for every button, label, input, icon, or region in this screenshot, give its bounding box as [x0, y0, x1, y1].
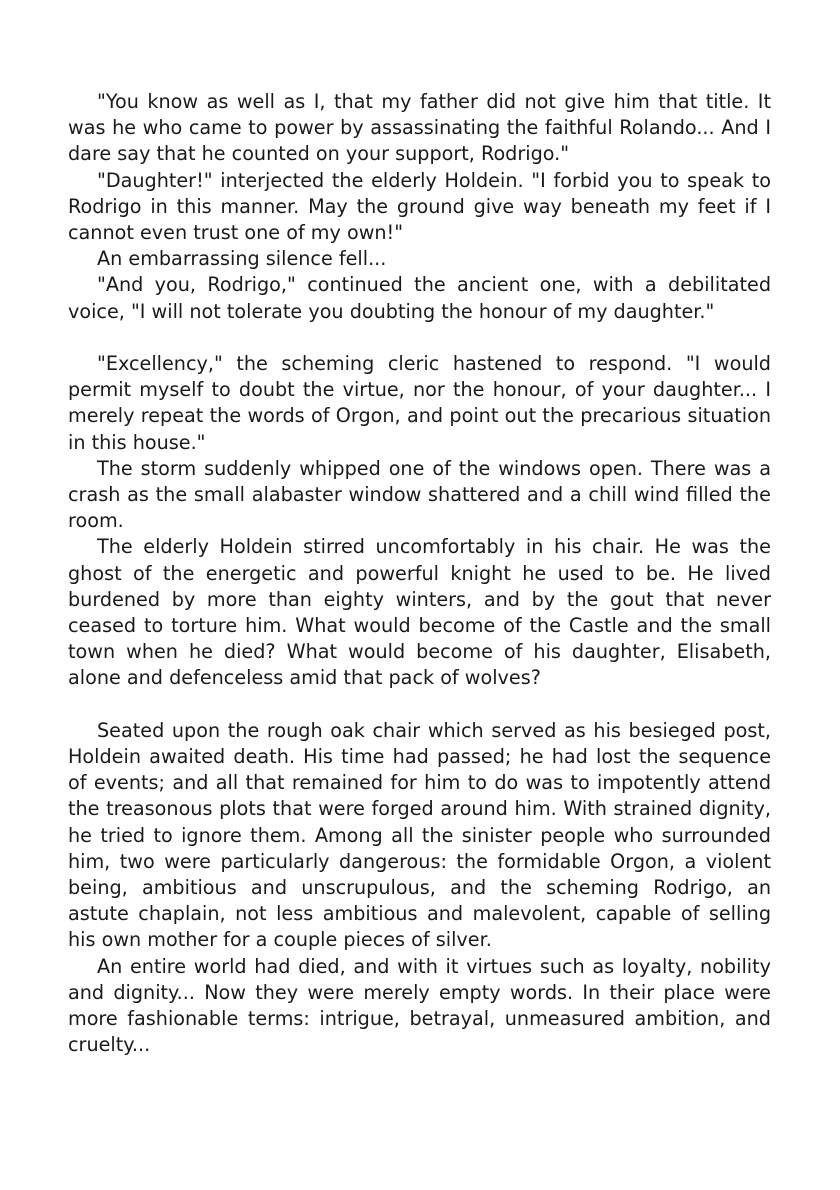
paragraph: "And you, Rodrigo," continued the ancient one, with a debilitated voice, "I will not tolerate you doubting the honour of my daughter."	[68, 273, 771, 323]
page-body	[68, 89, 771, 1058]
paragraph: The elderly Holdein stirred uncomfortably in his chair. He was the ghost of the energetic and powerful knight he used to be. He lived burdened by more than eighty winters, and by the gout that never ceased to torture him. What would become of the Castle and the small town when he died? What would become of his daughter, Elisabeth, alone and defenceless amid that pack of wolves?	[68, 535, 771, 690]
paragraph: An embarrassing silence fell...	[97, 247, 387, 271]
paragraph: "Excellency," the scheming cleric hastened to respond. "I would permit myself to doubt the virtue, nor the honour, of your daughter... I merely repeat the words of Orgon, and point out the precarious situation in this house."	[68, 352, 771, 454]
paragraph: "Daughter!" interjected the elderly Holdein. "I forbid you to speak to Rodrigo in this manner. May the ground give way beneath my feet if I cannot even trust one of my own!"	[68, 168, 771, 245]
paragraph: Seated upon the rough oak chair which served as his besieged post, Holdein awaited death. His time had passed; he had lost the sequence of events; and all that remained for him to do was to impotently attend the treasonous plots that were forged around him. With strained dignity, he tried to ignore them. Among all the sinister people who surrounded him, two were particularly dangerous: the formidable Orgon, a violent being, ambitious and unscrupulous, and the scheming Rodrigo, an astute chaplain, not less ambitious and malevolent, capable of selling his own mother for a couple pieces of silver.	[68, 718, 771, 952]
paragraph: The storm suddenly whipped one of the windows open. There was a crash as the small alabaster window shattered and a chill wind filled the room.	[68, 456, 771, 533]
paragraph: "You know as well as I, that my father did not give him that title. It was he who came to power by assassinating the faithful Rolando... And I dare say that he counted on your support, Rodrigo."	[68, 90, 771, 166]
paragraph: An entire world had died, and with it virtues such as loyalty, nobility and dignity... Now they were merely empty words. In their place were more fashionable terms: intrigue, betrayal, unmeasured ambition, and cruelty...	[68, 954, 771, 1057]
